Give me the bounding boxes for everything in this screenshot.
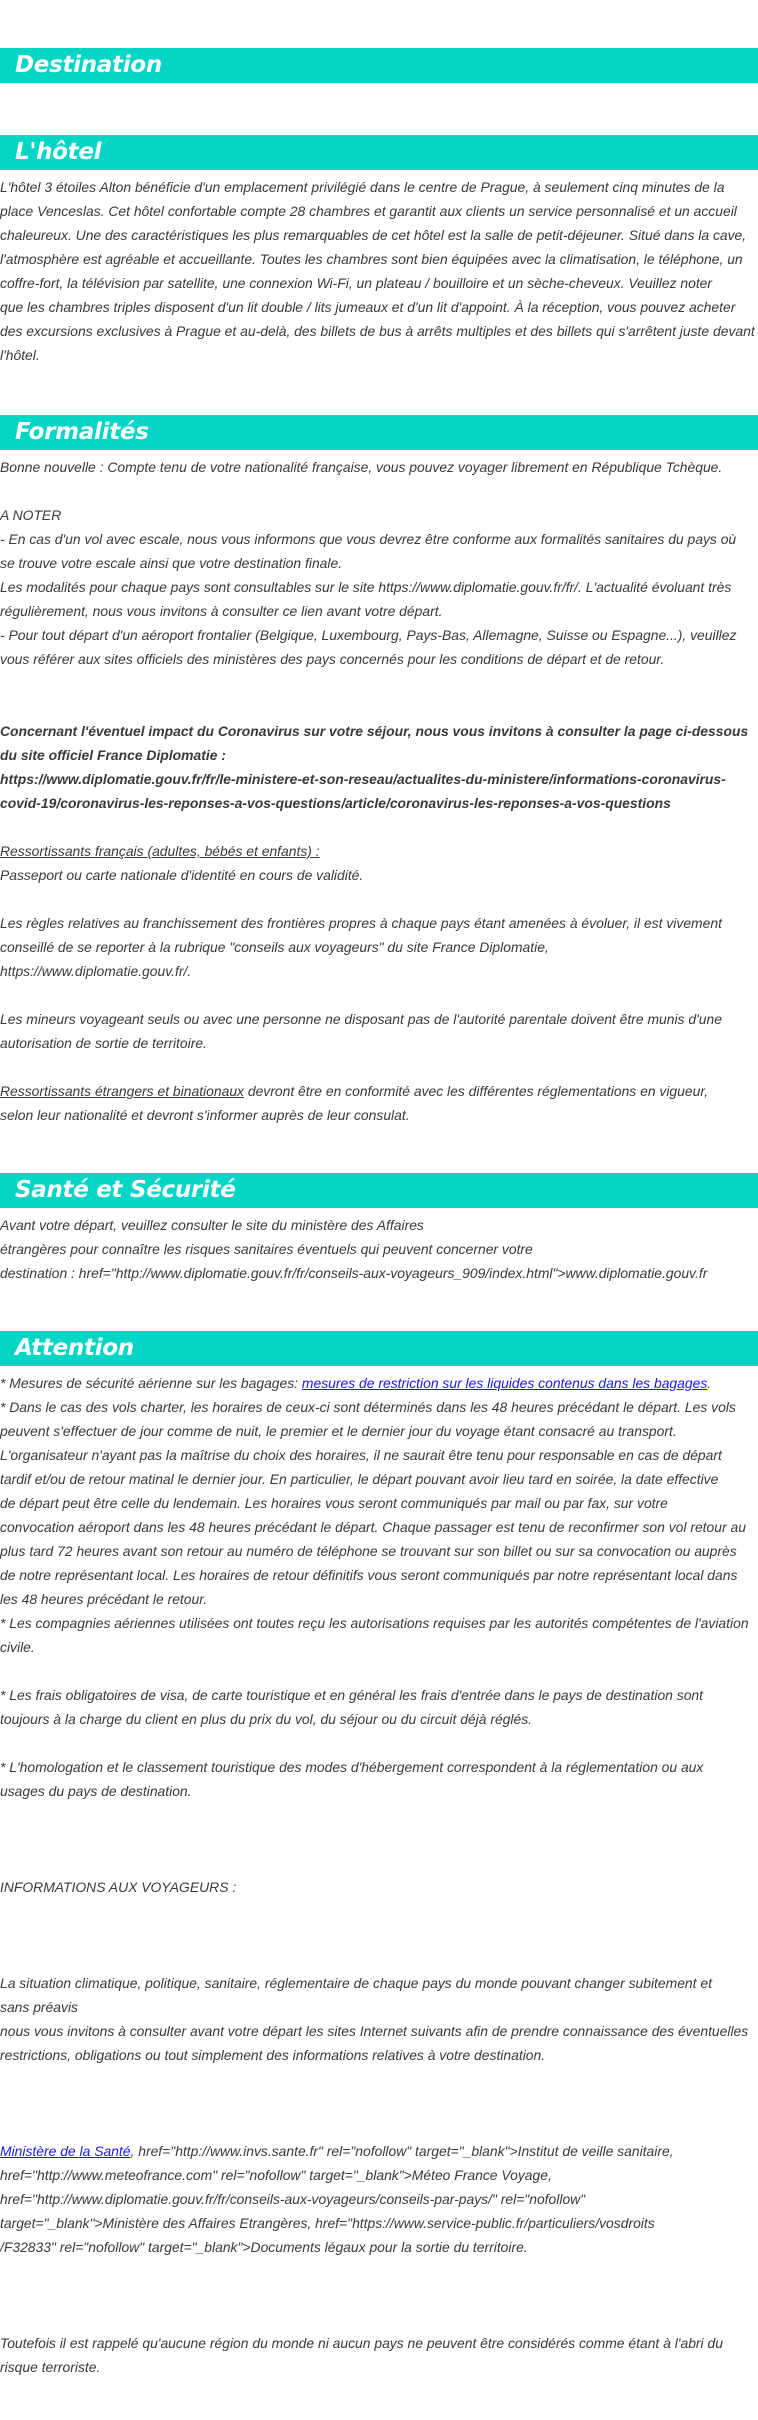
charter-line: convocation aéroport dans les 48 heures précédant le départ. Chaque passager est tenu de reconfirmer son vol retour au: [0, 1519, 746, 1535]
note-line: - En cas d'un vol avec escale, nous vous informons que vous devrez être conforme aux formalités sanitaires du pays où: [0, 531, 737, 547]
situation-line: restrictions, obligations ou tout simplement des informations relatives à votre destination.: [0, 2047, 546, 2063]
frais-line: * Les frais obligatoires de visa, de carte touristique et en général les frais d'entrée dans le pays de destination sont: [0, 1687, 704, 1703]
note-lines: [0, 527, 758, 671]
hotel-line: L'hôtel 3 étoiles Alton bénéficie d'un emplacement privilégié dans le centre de Prague, à seulement cinq minutes de la: [0, 179, 725, 195]
homologation-line: usages du pays de destination.: [0, 1783, 192, 1799]
frais-line: toujours à la charge du client en plus du prix du vol, du séjour ou du circuit déjà réglés.: [0, 1711, 533, 1727]
frais-text: [0, 1683, 758, 1731]
covid-line: covid-19/coronavirus-les-reponses-a-vos-questions/article/coronavirus-les-reponses-a-vos-questions: [0, 795, 671, 811]
infos-heading: INFORMATIONS AUX VOYAGEURS :: [0, 1879, 237, 1895]
etrangers-label: Ressortissants étrangers et binationaux: [0, 1083, 244, 1099]
regles-line: https://www.diplomatie.gouv.fr/.: [0, 963, 192, 979]
note-line: régulièrement, nous vous invitons à consulter ce lien avant votre départ.: [0, 603, 443, 619]
bagages-suffix: .: [707, 1375, 712, 1391]
sante-title: Santé et Sécurité: [15, 1177, 236, 1203]
etrangers-line2: selon leur nationalité et devront s'informer auprès de leur consulat.: [0, 1107, 410, 1123]
situation-line: sans préavis: [0, 1999, 78, 2015]
mineurs-line: Les mineurs voyageant seuls ou avec une personne ne disposant pas de l'autorité parentale doivent être munis d'une: [0, 1011, 722, 1027]
hotel-line: que les chambres triples disposent d'un lit double / lits jumeaux et d'un lit d'appoint. À la réception, vous pouvez acheter: [0, 299, 736, 315]
note-line: - Pour tout départ d'un aéroport frontalier (Belgique, Luxembourg, Pays-Bas, Allemagne, Suisse ou Espagne...), veuillez: [0, 627, 737, 643]
homologation-line: * L'homologation et le classement touristique des modes d'hébergement correspondent à la réglementation ou aux: [0, 1759, 704, 1775]
hotel-line: coffre-fort, la télévision par satellite, une connexion Wi-Fi, un plateau / bouilloire et un sèche-cheveux. Veuillez noter: [0, 275, 713, 291]
ressortissants-text: Passeport ou carte nationale d'identité en cours de validité.: [0, 867, 364, 883]
situation-line: La situation climatique, politique, sanitaire, réglementaire de chaque pays du monde pouvant changer subitement et: [0, 1975, 712, 1991]
covid-line: du site officiel France Diplomatie :: [0, 747, 226, 763]
charter-line: * Les compagnies aériennes utilisées ont toutes reçu les autorisations requises par les autorités compétentes de l'aviation: [0, 1615, 749, 1631]
destination-title: Destination: [15, 52, 162, 78]
hotel-title: L'hôtel: [15, 139, 102, 165]
ministere-line: [0, 2139, 758, 2163]
charter-line: plus tard 72 heures avant son retour au numéro de téléphone se trouvant sur son billet ou sur sa convocation ou auprès: [0, 1543, 737, 1559]
note-heading: A NOTER: [0, 507, 62, 523]
covid-notice: [0, 719, 758, 815]
hotel-line: des excursions exclusives à Prague et au-delà, des billets de bus à arrêts multiples et des billets qui s'arrêtent juste devant: [0, 323, 755, 339]
section-header-destination: [0, 48, 758, 83]
charter-text: [0, 1395, 758, 1659]
charter-line: de départ peut être celle du lendemain. Les horaires vous seront communiqués par mail ou par fax, sur votre: [0, 1495, 668, 1511]
covid-line: https://www.diplomatie.gouv.fr/fr/le-ministere-et-son-reseau/actualites-du-ministere/informations-coronavirus-: [0, 771, 726, 787]
charter-line: L'organisateur n'ayant pas la maîtrise du choix des horaires, il ne saurait être tenu pour responsable en cas de départ: [0, 1447, 722, 1463]
terror-line: Toutefois il est rappelé qu'aucune région du monde ni aucun pays ne peuvent être considérés comme étant à l'abri du: [0, 2335, 723, 2351]
attention-title: Attention: [15, 1335, 134, 1361]
sante-line: Avant votre départ, veuillez consulter le site du ministère des Affaires: [0, 1217, 424, 1233]
charter-line: de notre représentant local. Les horaires de retour définitifs vous seront communiqués par notre représentant local dans: [0, 1567, 738, 1583]
attention-content: [0, 1371, 758, 2379]
links-line: href="http://www.diplomatie.gouv.fr/fr/conseils-aux-voyageurs/conseils-par-pays/" rel="nofollow": [0, 2191, 586, 2207]
mineurs-text: [0, 1007, 758, 1055]
sante-text: [0, 1213, 758, 1285]
regles-line: Les règles relatives au franchissement des frontières propres à chaque pays étant amenées à évoluer, il est vivement: [0, 915, 722, 931]
hotel-line: chaleureux. Une des caractéristiques les plus remarquables de cet hôtel est la salle de petit-déjeuner. Situé dans la cave,: [0, 227, 747, 243]
bagages-prefix: * Mesures de sécurité aérienne sur les bagages:: [0, 1375, 302, 1391]
mineurs-line: autorisation de sortie de territoire.: [0, 1035, 207, 1051]
charter-line: peuvent s'effectuer de jour comme de nuit, le premier et le dernier jour du voyage étant consacré au transport.: [0, 1423, 677, 1439]
links-line: target="_blank">Ministère des Affaires Etrangères, href="https://www.service-public.fr/particuliers/vosdroits: [0, 2215, 655, 2231]
links-line: /F32833" rel="nofollow" target="_blank">Documents légaux pour la sortie du territoire.: [0, 2239, 528, 2255]
note-line: vous référer aux sites officiels des ministères des pays concernés pour les conditions de départ et de retour.: [0, 651, 665, 667]
charter-line: tardif et/ou de retour matinal le dernier jour. En particulier, le départ pouvant avoir lieu tard en soirée, la date effective: [0, 1471, 719, 1487]
formalites-intro: Bonne nouvelle : Compte tenu de votre nationalité française, vous pouvez voyager librement en République Tchèque.: [0, 459, 723, 475]
sante-line: étrangères pour connaître les risques sanitaires éventuels qui peuvent concerner votre: [0, 1241, 533, 1257]
etrangers-line: [0, 1079, 758, 1103]
hotel-description: [0, 175, 758, 367]
ministere-rest: , href="http://www.invs.sante.fr" rel="nofollow" target="_blank">Institut de veille sanitaire,: [130, 2143, 674, 2159]
formalites-content: [0, 455, 758, 1127]
section-header-sante: [0, 1173, 758, 1208]
section-header-formalites: [0, 415, 758, 450]
regles-frontieres: [0, 911, 758, 983]
links-line: href="http://www.meteofrance.com" rel="nofollow" target="_blank">Méteo France Voyage,: [0, 2167, 552, 2183]
charter-line: les 48 heures précédant le retour.: [0, 1591, 208, 1607]
homologation-text: [0, 1755, 758, 1803]
note-line: Les modalités pour chaque pays sont consultables sur le site https://www.diplomatie.gouv.fr/fr/. L'actualité évoluant très: [0, 579, 732, 595]
hotel-line: place Venceslas. Cet hôtel confortable compte 28 chambres et garantit aux clients un service personnalisé et un accueil: [0, 203, 737, 219]
terrorisme-text: [0, 2331, 758, 2379]
regles-line: conseillé de se reporter à la rubrique "conseils aux voyageurs" du site France Diplomatie,: [0, 939, 549, 955]
etrangers-rest: devront être en conformité avec les différentes réglementations en vigueur,: [244, 1083, 709, 1099]
section-header-attention: [0, 1331, 758, 1366]
bagages-restriction-link[interactable]: mesures de restriction sur les liquides contenus dans les bagages: [301, 1375, 708, 1391]
ministere-sante-link[interactable]: Ministère de la Santé: [0, 2143, 131, 2159]
charter-line: * Dans le cas des vols charter, les horaires de ceux-ci sont déterminés dans les 48 heures précédant le départ. Les vols: [0, 1399, 736, 1415]
situation-line: nous vous invitons à consulter avant votre départ les sites Internet suivants afin de prendre connaissance des éventuelles: [0, 2023, 749, 2039]
links-text: [0, 2163, 758, 2259]
terror-line: risque terroriste.: [0, 2359, 101, 2375]
covid-line: Concernant l'éventuel impact du Coronavirus sur votre séjour, nous vous invitons à consulter la page ci-dessous: [0, 723, 749, 739]
bagages-line: [0, 1371, 758, 1395]
formalites-title: Formalités: [15, 419, 149, 445]
note-line: se trouve votre escale ainsi que votre destination finale.: [0, 555, 343, 571]
sante-line: destination : href="http://www.diplomatie.gouv.fr/fr/conseils-aux-voyageurs_909/index.html">www.diplomatie.gouv.fr: [0, 1265, 708, 1281]
hotel-line: l'atmosphère est agréable et accueillante. Toutes les chambres sont bien équipées avec la climatisation, le téléphone, un: [0, 251, 743, 267]
section-header-hotel: [0, 135, 758, 170]
ressortissants-label: Ressortissants français (adultes, bébés et enfants) :: [0, 843, 320, 859]
hotel-line: l'hôtel.: [0, 347, 40, 363]
charter-line: civile.: [0, 1639, 35, 1655]
situation-text: [0, 1971, 758, 2067]
